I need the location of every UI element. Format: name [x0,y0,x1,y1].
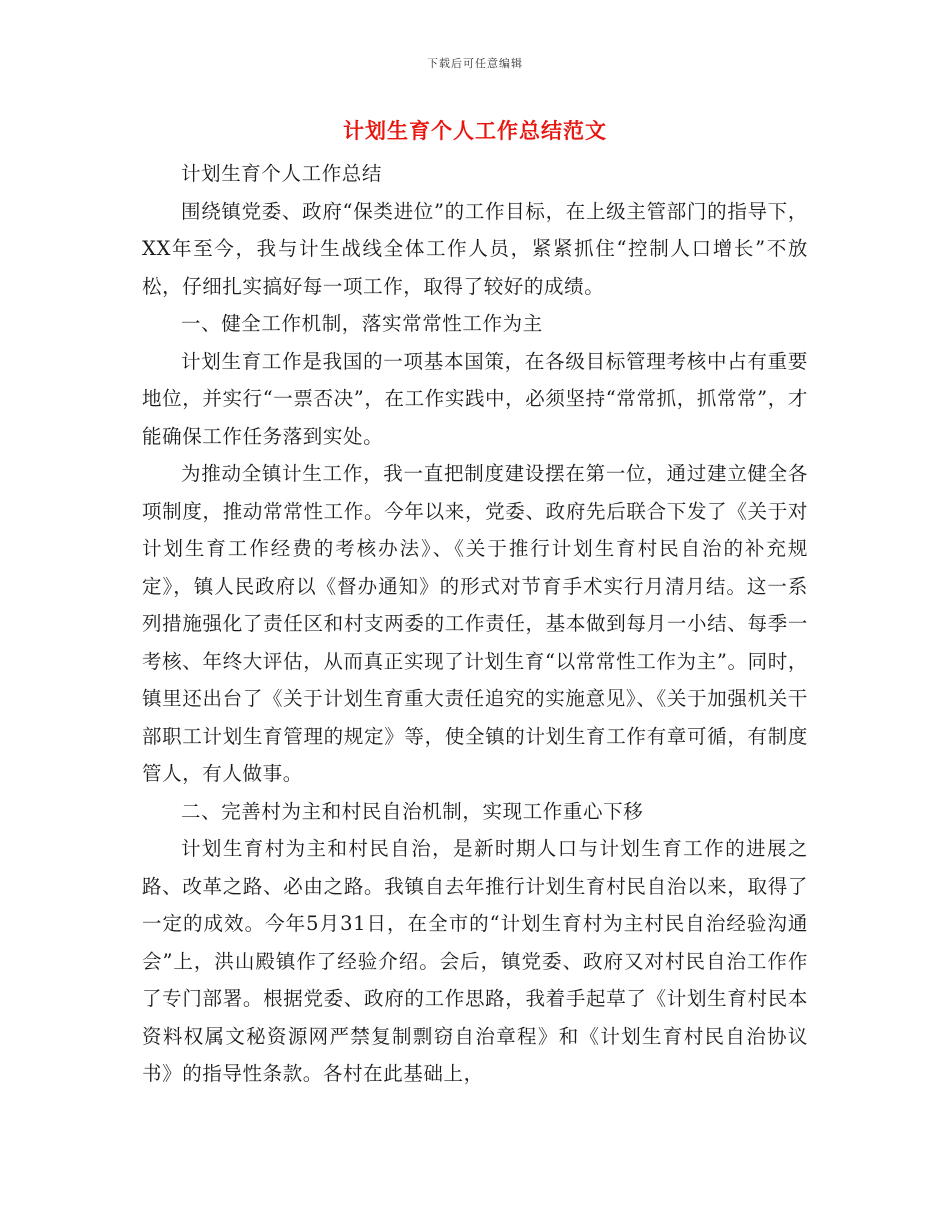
paragraph-subtitle: 计划生育个人工作总结 [181,162,383,185]
paragraph: 计划生育村为主和村民自治，是新时期人口与计划生育工作的进展之路、改革之路、必由之路。我镇自去年推行计划生育村民自治以来，取得了一定的成效。今年5月31日，在全市的“计划生育村为主村民自治经验沟通会”上，洪山殿镇作了经验介绍。会后，镇党委、政府又对村民自治工作作了专门部署。根据党委、政府的工作思路，我着手起草了《计划生育村民本资料权属文秘资源网严禁复制剽窃自治章程》和《计划生育村民自治协议书》的指导性条款。各村在此基础上， [142,837,808,1085]
section-heading-2: 二、完善村为主和村民自治机制，实现工作重心下移 [181,799,644,823]
paragraph-intro: 围绕镇党委、政府“保类进位”的工作目标，在上级主管部门的指导下，XX年至今，我与计生战线全体工作人员，紧紧抓住“控制人口增长”不放松，仔细扎实搞好每一项工作，取得了较好的成绩。 [142,199,808,298]
document-body [142,155,808,1093]
paragraph: 计划生育工作是我国的一项基本国策，在各级目标管理考核中占有重要地位，并实行“一票否决”，在工作实践中，必须坚持“常常抓，抓常常”，才能确保工作任务落到实处。 [142,349,808,448]
document-title: 计划生育个人工作总结范文 [343,118,607,143]
page-header-note: 下载后可任意编辑 [427,57,523,70]
section-heading-1: 一、健全工作机制，落实常常性工作为主 [181,312,543,335]
paragraph: 为推动全镇计生工作，我一直把制度建设摆在第一位，通过建立健全各项制度，推动常常性工作。今年以来，党委、政府先后联合下发了《关于对计划生育工作经费的考核办法》、《关于推行计划生育村民自治的补充规定》，镇人民政府以《督办通知》的形式对节育手术实行月清月结。这一系列措施强化了责任区和村支两委的工作责任，基本做到每月一小结、每季一考核、年终大评估，从而真正实现了计划生育“以常常性工作为主”。同时，镇里还出台了《关于计划生育重大责任追究的实施意见》、《关于加强机关干部职工计划生育管理的规定》等，使全镇的计划生育工作有章可循，有制度管人，有人做事。 [142,462,808,785]
